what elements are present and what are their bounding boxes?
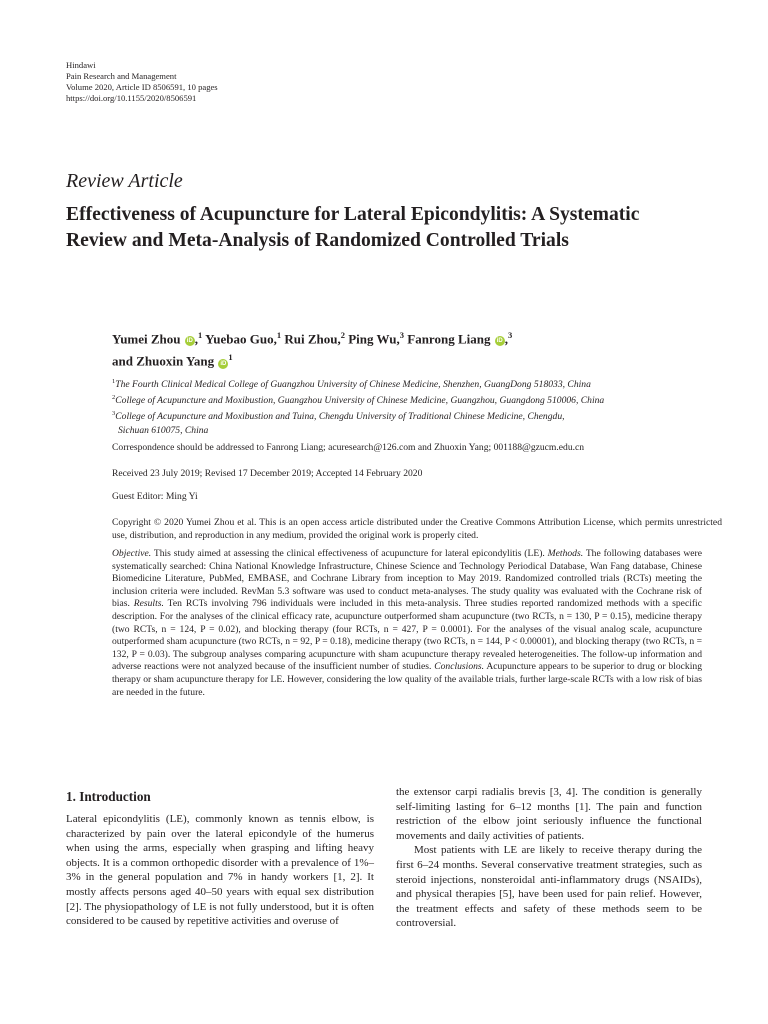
body-paragraph: Lateral epicondylitis (LE), commonly known as tennis elbow, is characterized by pain over the lateral epicondyle of the humerus when using the arms, especially when grasping and lifting heavy objects. It is a common orthopedic disorder with a prevalence of 1%–3% in the general population and 7% in handy workers [1, 2]. It mostly affects persons aged 40–50 years with equal sex distribution [2]. The physiopathology of LE is not fully understood, but it is often considered to be caused by repetitive activities and overuse of xyxy=(66,813,374,928)
author-name[interactable]: Yuebao Guo xyxy=(205,331,274,347)
affiliation-item xyxy=(112,375,722,391)
author-affiliation-mark: 1 xyxy=(198,330,203,340)
author-name[interactable]: Yumei Zhou xyxy=(112,331,181,347)
affiliation-continuation: Sichuan 610075, China xyxy=(118,424,209,436)
abstract-methods-label: Methods. xyxy=(547,548,584,559)
author-name[interactable]: Rui Zhou xyxy=(284,331,338,347)
abstract-methods: The following databases were systematically searched: China National Knowledge Infrastructure, Chinese Science and Technology Periodical Database, Wan Fang database, Chinese Biomedicine Literature, PubMed, EMBASE, and Cochrane Library from inception to May 2019. Randomized controlled trials (RCTs) meeting the inclusion criteria were included. RevMan 5.3 software was used to conduct meta-analyses. The study quality was evaluated with the Cochrane risk of bias. xyxy=(112,548,702,610)
affiliation-item xyxy=(112,391,722,407)
author-affiliation-mark: 3 xyxy=(399,330,405,340)
abstract-conclusions: Acupuncture appears to be superior to drug or blocking therapy or sham acupuncture therapy for LE. However, considering the low quality of the available trials, further large-scale RCTs with a low risk of bias are needed in the future. xyxy=(112,661,702,698)
orcid-icon[interactable]: iD xyxy=(186,338,193,345)
doi-link[interactable]: https://doi.org/10.1155/2020/8506591 xyxy=(66,93,197,103)
section-heading: 1. Introduction xyxy=(66,789,151,804)
copyright-notice: Copyright © 2020 Yumei Zhou et al. This is an open access article distributed under the Creative Commons Attribution License, which permits unrestricted use, distribution, and reproduction in any medium, provided the original work is properly cited. xyxy=(112,517,722,541)
author-conjunction: and xyxy=(112,353,133,369)
author-name[interactable]: Ping Wu xyxy=(348,331,397,347)
body-paragraph: Most patients with LE are likely to receive therapy during the first 6–24 months. Several conservative treatment strategies, such as steroid injections, nonsteroidal anti-inflammatory drugs (NSAIDs), and physical therapies [5], have been used for pain relief. However, the treatment effects and safety of these methods seem to be controversial. xyxy=(396,844,702,930)
volume-info: Volume 2020, Article ID 8506591, 10 pages xyxy=(66,82,218,92)
author-affiliation-mark: 2 xyxy=(340,330,345,340)
affiliation-text: The Fourth Clinical Medical College of Guangzhou University of Chinese Medicine, Shenzhen, GuangDong 518033, China xyxy=(115,379,591,391)
author-name[interactable]: Fanrong Liang xyxy=(407,331,491,347)
author-affiliation-mark: 1 xyxy=(228,352,233,363)
abstract-objective: This study aimed at assessing the clinical effectiveness of acupuncture for lateral epicondylitis (LE). xyxy=(153,548,545,559)
abstract-objective-label: Objective. xyxy=(112,548,152,559)
left-column xyxy=(66,812,374,929)
publisher-name: Hindawi xyxy=(66,60,96,70)
journal-header xyxy=(66,60,218,104)
affiliation-number: 1 xyxy=(112,378,116,385)
body-paragraph: the extensor carpi radialis brevis [3, 4]. The condition is generally self-limiting lasting for 6–12 months [1]. The pain and function restriction of the elbow joint seriously influence the functional movements and daily activities of patients. xyxy=(396,786,702,842)
publication-dates: Received 23 July 2019; Revised 17 December 2019; Accepted 14 February 2020 xyxy=(112,468,423,479)
correspondence: Correspondence should be addressed to Fanrong Liang; acuresearch@126.com and Zhuoxin Yang; 001188@gzucm.edu.cn xyxy=(112,442,585,453)
affiliation-number: 3 xyxy=(112,410,116,418)
guest-editor: Guest Editor: Ming Yi xyxy=(112,491,198,502)
affiliation-list xyxy=(112,375,722,437)
journal-name: Pain Research and Management xyxy=(66,71,177,81)
abstract-results: Ten RCTs involving 796 individuals were included in this meta-analysis. Three studies reported randomized methods with a specific description. For the analyses of the clinical efficacy rate, acupuncture outperformed sham acupuncture (two RCTs, n = 130, P = 0.15), medicine therapy (two RCTs, n = 124, P = 0.02), and blocking therapy (four RCTs, n = 427, P = 0.0001). For the analyses of the visual analog scale, acupuncture outperformed sham acupuncture (two RCTs, n = 92, P = 0.18), medicine therapy (two RCTs, n = 144, P < 0.00001), and blocking therapy (two RCTs, n = 132, P = 0.03). The subgroup analyses comparing acupuncture with sham acupuncture therapy revealed heterogeneities. The follow-up information and adverse reactions were not analyzed because of the insufficient number of studies. xyxy=(112,598,702,673)
article-type: Review Article xyxy=(66,170,183,192)
author-name[interactable]: Zhuoxin Yang xyxy=(136,353,215,369)
right-column xyxy=(396,785,702,931)
affiliation-text: College of Acupuncture and Moxibustion, Guangzhou University of Chinese Medicine, Guangzhou, Guangdong 510006, China xyxy=(115,395,605,407)
affiliation-number: 2 xyxy=(112,394,116,402)
paper-title: Effectiveness of Acupuncture for Lateral Epicondylitis: A Systematic Review and Meta-Analysis of Randomized Controlled Trials xyxy=(66,204,640,251)
orcid-icon[interactable]: iD xyxy=(496,338,503,345)
affiliation-text: College of Acupuncture and Moxibustion and Tuina, Chengdu University of Traditional Chinese Medicine, Chengdu, xyxy=(115,411,565,423)
author-affiliation-mark: 3 xyxy=(507,330,513,340)
abstract-results-label: Results. xyxy=(133,598,164,610)
author-affiliation-mark: 1 xyxy=(276,330,282,340)
abstract xyxy=(112,548,702,699)
abstract-conclusions-label: Conclusions. xyxy=(434,661,485,673)
orcid-icon[interactable]: iD xyxy=(220,360,227,367)
author-list: Yumei Zhou iD ,$^1$ Yuebao Guo,$^1$ Rui Zhou,$^2$ Ping Wu,$^3$ Fanrong Liang iD ,$^3$ and Zhuoxin Yang $iD^1$ xyxy=(112,330,513,369)
affiliation-item xyxy=(112,407,722,423)
